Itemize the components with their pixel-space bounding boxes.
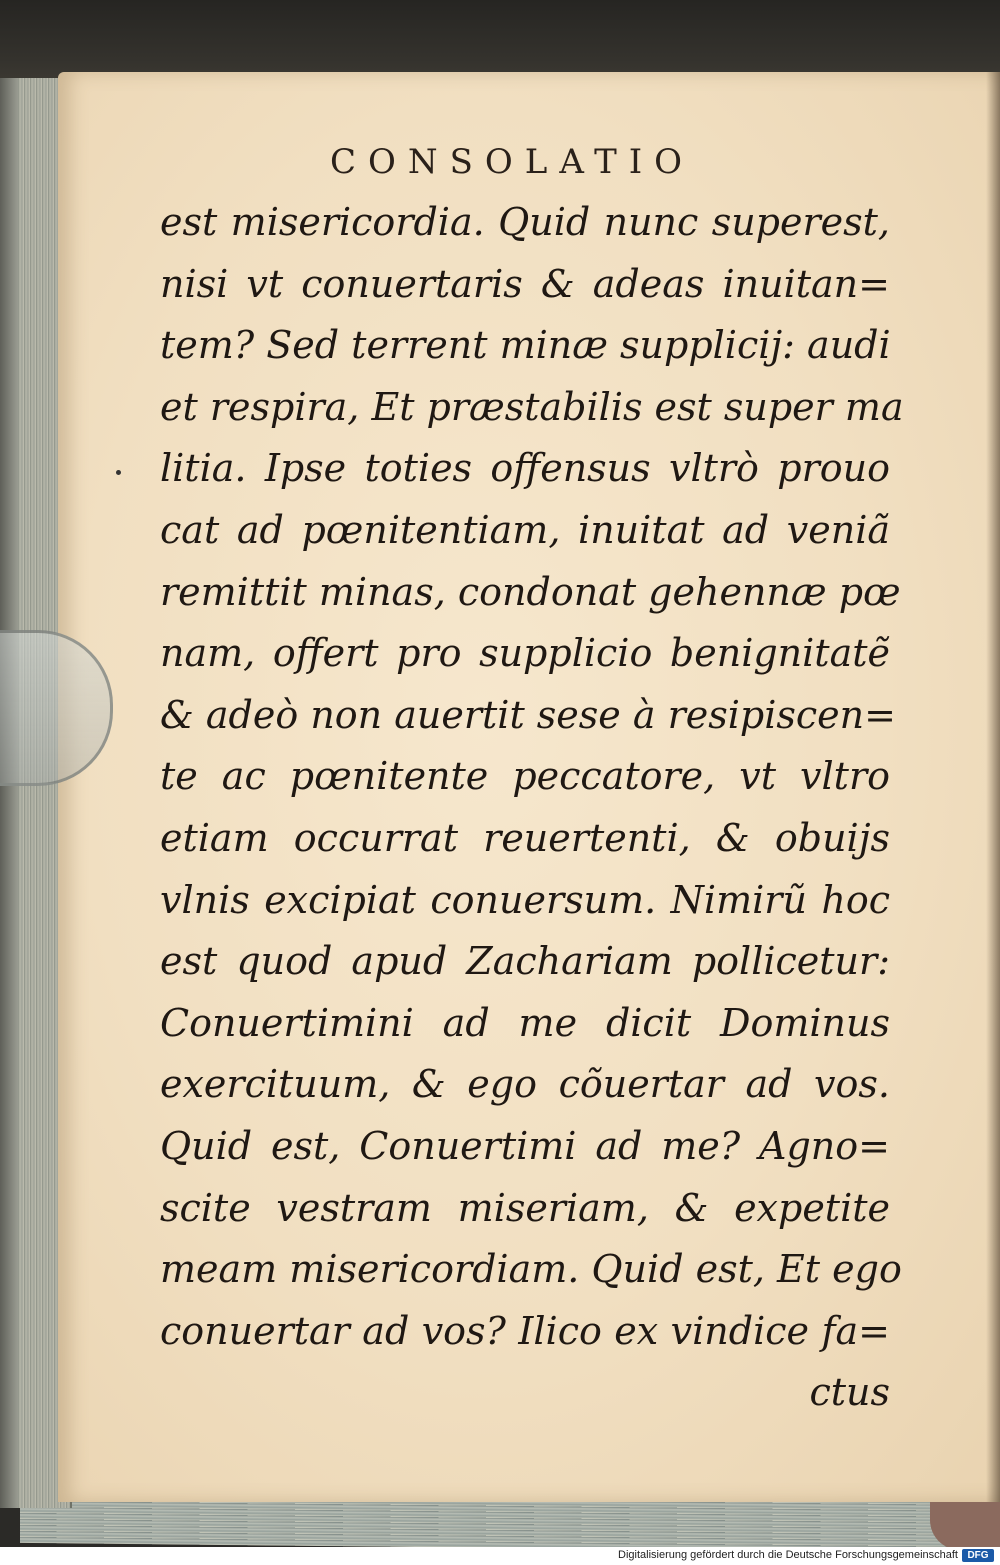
page-shadow [986, 72, 1000, 1502]
text-block [160, 192, 904, 1424]
text-line: tem? Sed terrent minæ supplicij: audi [160, 323, 891, 368]
text-line: Conuertimini ad me dicit Dominus [160, 1000, 890, 1045]
book-cover-corner [930, 1500, 1000, 1550]
text-line: etiam occurrat reuertenti, & obuijs [160, 815, 890, 860]
dfg-logo: DFG [962, 1549, 994, 1562]
text-line: cat ad pœnitentiam, inuitat ad veniã [160, 507, 890, 552]
text-line: nisi vt conuertaris & adeas inuitan= [160, 261, 890, 306]
text-line: & adeò non auertit sese à resipiscen= [160, 692, 896, 737]
text-line: meam misericordiam. Quid est, Et ego [160, 1247, 902, 1292]
text-line: scite vestram miseriam, & expetite [160, 1185, 890, 1230]
margin-mark [116, 470, 121, 475]
text-line: nam, offert pro supplicio benignitatẽ [160, 631, 890, 676]
text-line: et respira, Et præstabilis est super ma [160, 384, 904, 429]
text-line: Quid est, Conuertimi ad me? Agno= [160, 1123, 890, 1168]
text-line: litia. Ipse toties offensus vltrò prouo [160, 446, 890, 491]
text-line: remittit minas, condonat gehennæ pœ [160, 569, 901, 614]
text-line: vlnis excipiat conuersum. Nimirũ hoc [160, 877, 890, 922]
text-line: est misericordia. Quid nunc superest, [160, 200, 890, 244]
text-line: conuertar ad vos? Ilico ex vindice fa= [160, 1308, 890, 1353]
footer-credit: Digitalisierung gefördert durch die Deutsche Forschungsgemeinschaft [618, 1549, 958, 1561]
running-head: CONSOLATIO [330, 142, 695, 182]
catchword: ctus [809, 1370, 890, 1415]
text-line: te ac pœnitente peccatore, vt vltro [160, 754, 890, 799]
text-line: exercituum, & ego cõuertar ad vos. [160, 1062, 890, 1107]
text-line: est quod apud Zachariam pollicetur: [160, 939, 890, 984]
